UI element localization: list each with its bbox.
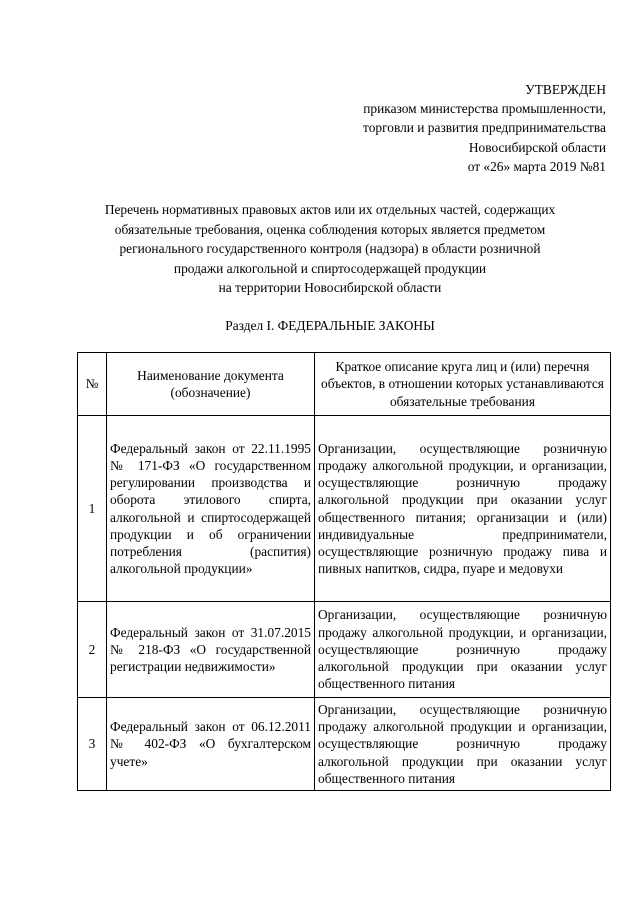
table-row xyxy=(78,602,611,698)
section-heading: Раздел I. ФЕДЕРАЛЬНЫЕ ЗАКОНЫ xyxy=(225,318,435,333)
table-row xyxy=(78,416,611,602)
row-document-name: Федеральный закон от 06.12.2011 № 402-ФЗ «О бухгалтерском учете» xyxy=(107,698,315,791)
approval-line-date: от «26» марта 2019 №81 xyxy=(467,158,606,174)
title-line-2: обязательные требования, оценка соблюдения которых является предметом xyxy=(114,221,546,237)
approval-line-order: приказом министерства промышленности, xyxy=(363,101,606,117)
row-document-name: Федеральный закон от 22.11.1995 № 171-ФЗ «О государственном регулировании производства и оборота этилового спирта, алкогольной и спиртосодержащей продукции и об ограничении потребления (распития) алкогольной продукции» xyxy=(107,416,315,602)
approval-stamp xyxy=(286,80,606,176)
row-description: Организации, осуществляющие розничную продажу алкогольной продукции и организации, осуществляющие розничную продажу алкогольной продукции при оказании услуг общественного питания xyxy=(315,698,611,791)
row-number: 2 xyxy=(78,602,107,698)
row-number: 3 xyxy=(78,698,107,791)
title-line-1: Перечень нормативных правовых актов или их отдельных частей, содержащих xyxy=(104,202,556,217)
title-line-4: продажи алкогольной и спиртосодержащей продукции xyxy=(173,260,487,276)
title-line-3: регионального государственного контроля (надзора) в области розничной xyxy=(119,241,541,257)
row-number: 1 xyxy=(78,416,107,602)
header-number: № xyxy=(78,353,107,416)
table-header-row xyxy=(78,353,611,416)
title-line-5: на территории Новосибирской области xyxy=(218,280,442,296)
header-description: Краткое описание круга лиц и (или) перечня объектов, в отношении которых устанавливаются обязательные требования xyxy=(315,353,611,416)
row-document-name: Федеральный закон от 31.07.2015 № 218-ФЗ «О государственной регистрации недвижимости» xyxy=(107,602,315,698)
row-description: Организации, осуществляющие розничную продажу алкогольной продукции, и организации, осуществляющие розничную продажу алкогольной продукции при оказании услуг общественного питания xyxy=(315,602,611,698)
approval-line-region: Новосибирской области xyxy=(468,139,606,155)
document-title xyxy=(60,200,600,298)
table-row xyxy=(78,698,611,791)
approval-line-approved: УТВЕРЖДЕН xyxy=(525,82,606,97)
row-description: Организации, осуществляющие розничную продажу алкогольной продукции, и организации, осуществляющие розничную продажу алкогольной продукции при оказании услуг общественного питания; организации и (или) индивидуальные предприниматели, осуществляющие розничную продажу пива и пивных напитков, сидра, пуаре и медовухи xyxy=(315,416,611,602)
approval-line-ministry: торговли и развития предпринимательства xyxy=(363,120,606,136)
header-document-name: Наименование документа (обозначение) xyxy=(107,353,315,416)
laws-table xyxy=(77,352,611,791)
